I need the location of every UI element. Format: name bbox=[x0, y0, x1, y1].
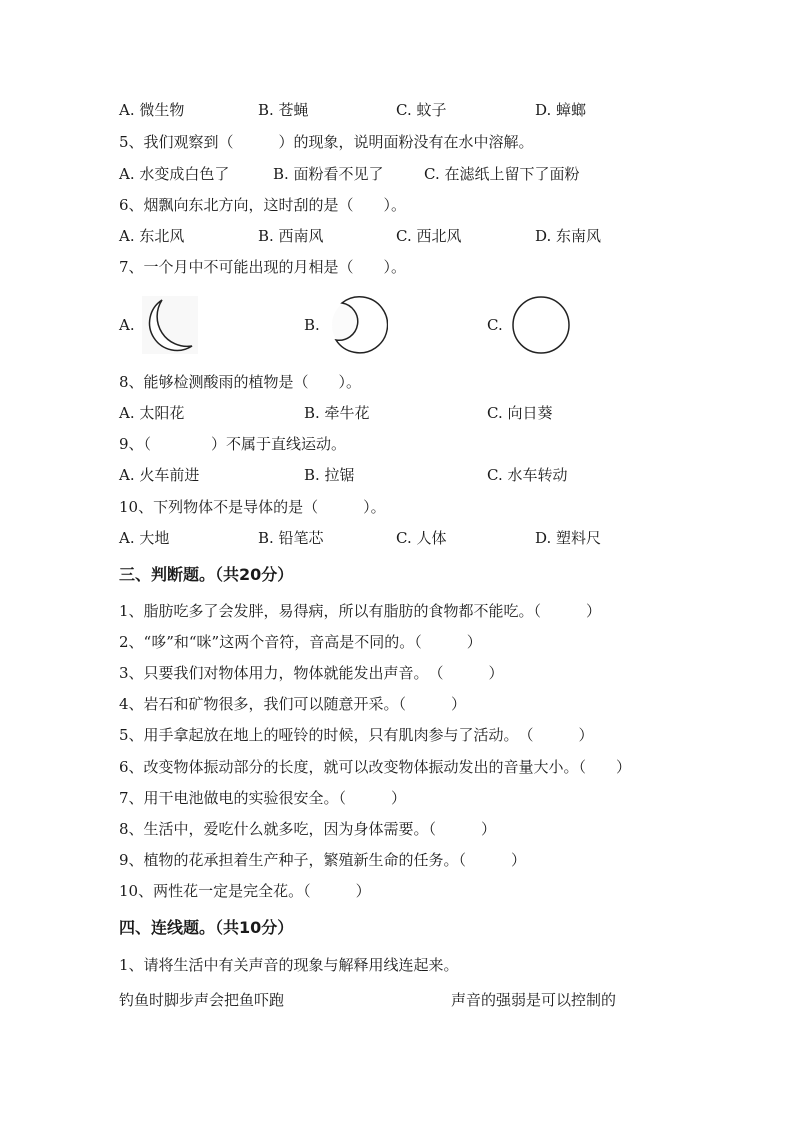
full-moon-icon bbox=[510, 294, 572, 356]
judge-item-1: 1、脂肪吃多了会发胖，易得病，所以有脂肪的食物都不能吃。（ ） bbox=[119, 602, 602, 620]
q9-option-c: C. 水车转动 bbox=[487, 466, 568, 484]
q5-stem: 5、我们观察到（ ）的现象，说明面粉没有在水中溶解。 bbox=[119, 133, 534, 151]
matching-right-item: 声音的强弱是可以控制的 bbox=[451, 991, 617, 1009]
q4-option-a: A. 微生物 bbox=[119, 101, 185, 119]
q8-option-a: A. 太阳花 bbox=[119, 404, 185, 422]
q7-option-c: C. bbox=[487, 316, 503, 334]
q4-option-b: B. 苍蝇 bbox=[258, 101, 309, 119]
matching-left-item: 钓鱼时脚步声会把鱼吓跑 bbox=[119, 991, 285, 1009]
matching-question-1: 1、请将生活中有关声音的现象与解释用线连起来。 bbox=[119, 956, 459, 974]
crescent-moon-icon bbox=[140, 294, 200, 356]
q9-stem: 9、（ ）不属于直线运动。 bbox=[119, 435, 347, 453]
q5-option-b: B. 面粉看不见了 bbox=[273, 165, 384, 183]
q7-option-a: A. bbox=[119, 316, 135, 334]
section4-title: 四、连线题。（共10分） bbox=[119, 918, 294, 937]
q10-option-b: B. 铅笔芯 bbox=[258, 529, 324, 547]
judge-item-9: 9、植物的花承担着生产种子，繁殖新生命的任务。（ ） bbox=[119, 851, 527, 869]
q6-option-a: A. 东北风 bbox=[119, 227, 185, 245]
q9-option-a: A. 火车前进 bbox=[119, 466, 200, 484]
q4-option-d: D. 蟑螂 bbox=[535, 101, 587, 119]
judge-item-3: 3、只要我们对物体用力，物体就能发出声音。 （ ） bbox=[119, 664, 504, 682]
q7-option-b: B. bbox=[304, 316, 320, 334]
q6-option-c: C. 西北风 bbox=[396, 227, 462, 245]
q10-option-d: D. 塑料尺 bbox=[535, 529, 602, 547]
q8-stem: 8、能够检测酸雨的植物是（ ）。 bbox=[119, 373, 362, 391]
q10-option-c: C. 人体 bbox=[396, 529, 447, 547]
q10-option-a: A. 大地 bbox=[119, 529, 170, 547]
q6-option-b: B. 西南风 bbox=[258, 227, 324, 245]
section3-title: 三、判断题。（共20分） bbox=[119, 565, 294, 584]
q5-option-c: C. 在滤纸上留下了面粉 bbox=[424, 165, 580, 183]
q6-option-d: D. 东南风 bbox=[535, 227, 602, 245]
judge-item-2: 2、“哆”和“咪”这两个音符，音高是不同的。（ ） bbox=[119, 633, 482, 651]
q6-stem: 6、烟飘向东北方向，这时刮的是（ ）。 bbox=[119, 196, 407, 214]
q7-stem: 7、一个月中不可能出现的月相是（ ）。 bbox=[119, 258, 407, 276]
judge-item-8: 8、生活中，爱吃什么就多吃，因为身体需要。（ ） bbox=[119, 820, 497, 838]
judge-item-5: 5、用手拿起放在地上的哑铃的时候，只有肌肉参与了活动。 （ ） bbox=[119, 726, 594, 744]
judge-item-6: 6、改变物体振动部分的长度，就可以改变物体振动发出的音量大小。（ ） bbox=[119, 758, 632, 776]
judge-item-7: 7、用干电池做电的实验很安全。（ ） bbox=[119, 789, 407, 807]
q8-option-b: B. 牵牛花 bbox=[304, 404, 370, 422]
q8-option-c: C. 向日葵 bbox=[487, 404, 553, 422]
judge-item-4: 4、岩石和矿物很多，我们可以随意开采。（ ） bbox=[119, 695, 467, 713]
q4-option-c: C. 蚊子 bbox=[396, 101, 447, 119]
q9-option-b: B. 拉锯 bbox=[304, 466, 355, 484]
judge-item-10: 10、两性花一定是完全花。（ ） bbox=[119, 882, 371, 900]
q10-stem: 10、下列物体不是导体的是（ ）。 bbox=[119, 498, 386, 516]
q5-option-a: A. 水变成白色了 bbox=[119, 165, 230, 183]
gibbous-moon-icon bbox=[326, 294, 388, 356]
